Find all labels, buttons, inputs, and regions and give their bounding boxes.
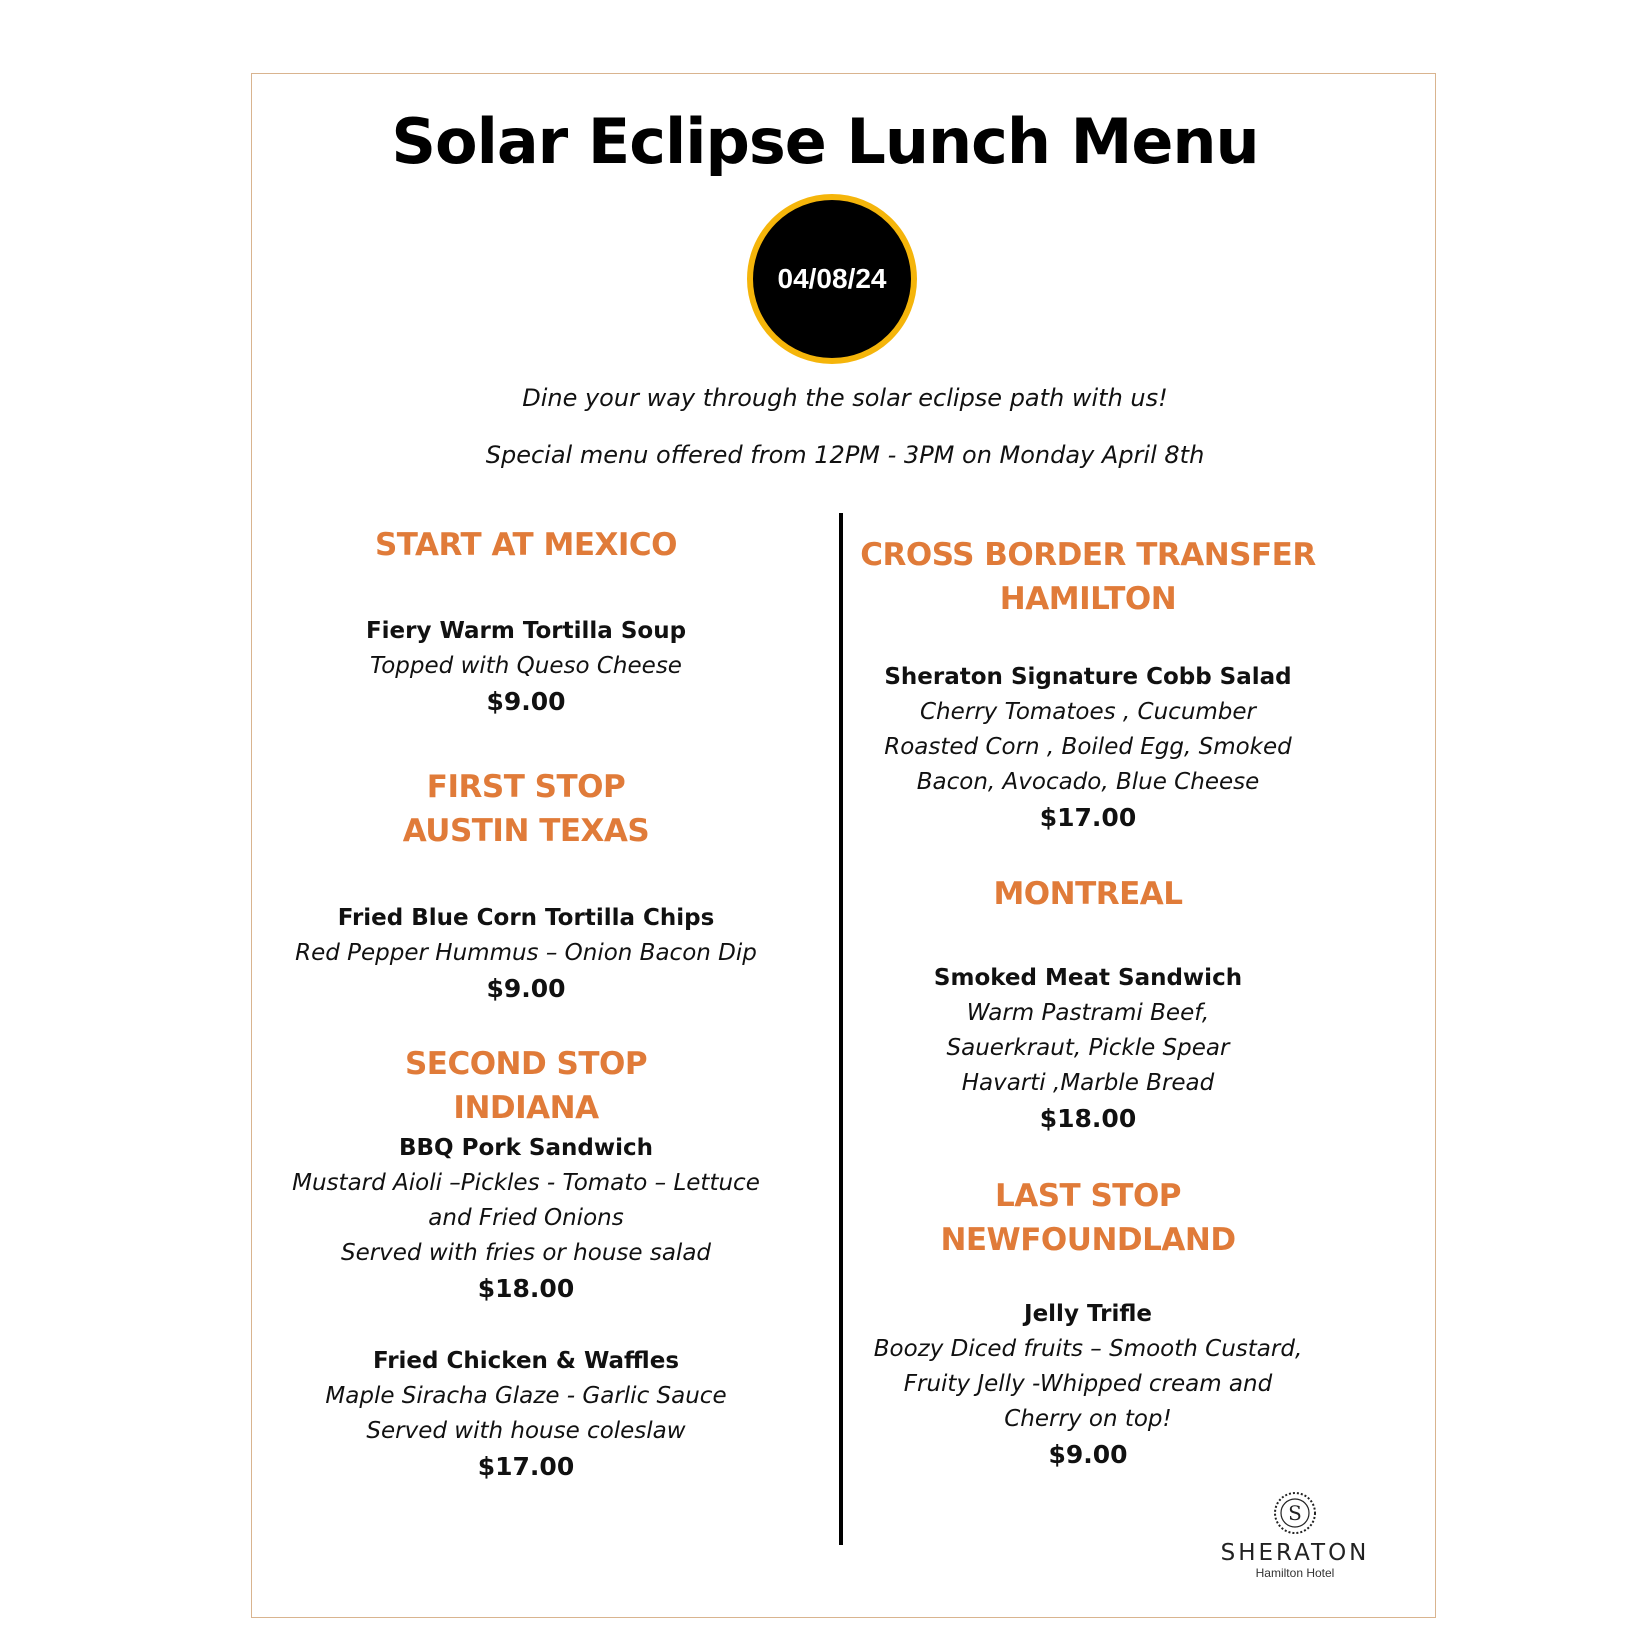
dish-name: Fried Blue Corn Tortilla Chips xyxy=(337,905,715,931)
section-heading: CROSS BORDER TRANSFER xyxy=(860,537,1316,573)
dish-price: $17.00 xyxy=(1039,803,1137,832)
dish-description: Warm Pastrami Beef, xyxy=(966,1000,1210,1026)
dish-name: Fried Chicken & Waffles xyxy=(372,1348,680,1374)
menu-item-tortilla-chips xyxy=(246,901,806,1006)
section-austin xyxy=(246,765,806,853)
dish-description: and Fried Onions xyxy=(428,1205,624,1231)
date-label: 04/08/24 xyxy=(777,263,887,294)
dish-price: $18.00 xyxy=(1039,1104,1137,1133)
section-mexico xyxy=(246,523,806,567)
dish-price: $9.00 xyxy=(486,687,566,716)
menu-item-jelly-trifle xyxy=(808,1297,1368,1472)
section-heading: START AT MEXICO xyxy=(374,527,678,563)
menu-item-smoked-meat xyxy=(808,961,1368,1136)
sheraton-logo xyxy=(1200,1490,1390,1580)
dish-description: Bacon, Avocado, Blue Cheese xyxy=(916,769,1260,795)
section-heading: NEWFOUNDLAND xyxy=(940,1222,1236,1258)
menu-item-chicken-waffles xyxy=(246,1344,806,1484)
menu-item-bbq-pork xyxy=(246,1131,806,1306)
section-heading: AUSTIN TEXAS xyxy=(402,813,650,849)
section-heading: SECOND STOP xyxy=(404,1046,648,1082)
section-heading: MONTREAL xyxy=(993,876,1183,912)
section-heading: FIRST STOP xyxy=(426,769,626,805)
menu-item-cobb-salad xyxy=(808,660,1368,835)
menu-item-tortilla-soup xyxy=(246,614,806,719)
emblem-letter: S xyxy=(1288,1501,1302,1525)
dish-name: Smoked Meat Sandwich xyxy=(933,965,1243,991)
brand-name: SHERATON xyxy=(1220,1540,1370,1566)
section-newfoundland xyxy=(808,1174,1368,1262)
dish-price: $9.00 xyxy=(1048,1440,1128,1469)
dish-name: Sheraton Signature Cobb Salad xyxy=(884,664,1292,690)
dish-description: Topped with Queso Cheese xyxy=(370,653,682,679)
dish-price: $9.00 xyxy=(486,974,566,1003)
tagline-1: Dine your way through the solar eclipse path with us! xyxy=(522,384,1168,412)
section-montreal xyxy=(808,872,1368,916)
dish-description: Roasted Corn , Boiled Egg, Smoked xyxy=(884,734,1292,760)
dish-description: Havarti ,Marble Bread xyxy=(961,1070,1215,1096)
menu-title: Solar Eclipse Lunch Menu xyxy=(391,105,1259,178)
eclipse-date-badge xyxy=(747,194,917,364)
dish-price: $17.00 xyxy=(477,1452,575,1481)
section-heading: LAST STOP xyxy=(994,1178,1182,1214)
dish-description: Cherry Tomatoes , Cucumber xyxy=(919,699,1257,725)
dish-name: Fiery Warm Tortilla Soup xyxy=(365,618,687,644)
dish-description: Sauerkraut, Pickle Spear xyxy=(946,1035,1230,1061)
dish-description: Cherry on top! xyxy=(1004,1406,1172,1432)
dish-name: Jelly Trifle xyxy=(1024,1301,1152,1327)
dish-description: Fruity Jelly -Whipped cream and xyxy=(903,1371,1273,1397)
section-hamilton xyxy=(808,533,1368,621)
section-heading: INDIANA xyxy=(453,1090,599,1126)
dish-price: $18.00 xyxy=(477,1274,575,1303)
dish-description: Served with fries or house salad xyxy=(340,1240,712,1266)
dish-description: Served with house coleslaw xyxy=(366,1418,686,1444)
dish-name: BBQ Pork Sandwich xyxy=(399,1135,653,1161)
sheraton-emblem-icon xyxy=(1272,1490,1318,1536)
brand-subtitle: Hamilton Hotel xyxy=(1255,1566,1335,1580)
tagline-2: Special menu offered from 12PM - 3PM on Monday April 8th xyxy=(485,441,1205,469)
section-indiana xyxy=(246,1042,806,1130)
dish-description: Red Pepper Hummus – Onion Bacon Dip xyxy=(295,940,757,966)
dish-description: Maple Siracha Glaze - Garlic Sauce xyxy=(325,1383,727,1409)
dish-description: Mustard Aioli –Pickles - Tomato – Lettuce xyxy=(292,1170,760,1196)
section-heading: HAMILTON xyxy=(999,581,1177,617)
dish-description: Boozy Diced fruits – Smooth Custard, xyxy=(873,1336,1303,1362)
